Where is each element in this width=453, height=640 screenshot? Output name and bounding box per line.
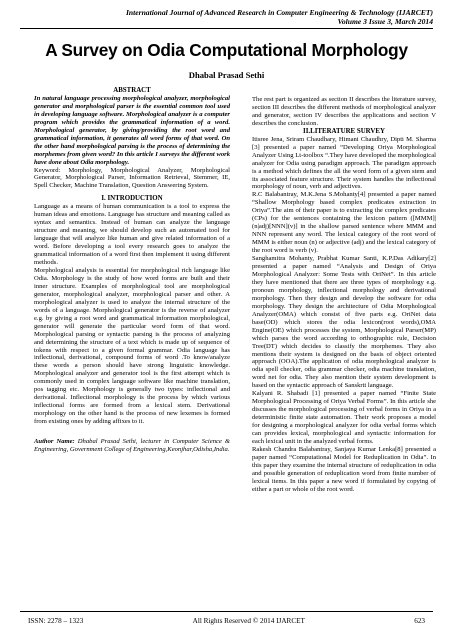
paper-title: A Survey on Odia Computational Morphology bbox=[45, 40, 408, 60]
keywords: Keyword: Morphology, Morphological Analyzer, Morphological Generator, Morphological Parser, Information Retrieval, Stemmer, IE, Spell Checker, Machine Translation, Question Answering System. bbox=[34, 166, 230, 190]
introduction-paragraph-2: Morphological analysis is essential for morphological rich language like Odia. Morphology is the study of how word forms are built and their inner structure. Examples of morphological tool are morphological generator, morphological analyzer, morphological parser and other. A morphological analyzer is used to analyze the internal structure of the words of a language. Morphological generator is the reverse of analyzer e.g. by giving a root word and grammatical information morphological, generator will generate the particular word form of that word. Morphological parsing or syntactic parsing is the process of analyzing and determining the structure of a text which is made up of sequence of tokens with respect to a given formal grammar. Odia language has inflectional, derivational, compound forms of word .To know/analyze these words a person should have strong linguistic knowledge. Morphological analyzer and generator tool is the first attempt which is commonly used in complex language software like machine translation, pos tagging etc. Morphology is generally two types: inflectional and derivational. Inflectional morphology is the process by which various inflectional forms are formed from a lexical stem. Derivational morphology on the other hand is the process of new lexemes is formed from existing ones by adding affixes to it. bbox=[34, 266, 230, 426]
journal-header bbox=[20, 8, 433, 26]
survey-paragraph-1: Itisree Jena, Sriram Chaudhary, Himani Chaudhry, Dipti M. Sharma [3] presented a paper named “Developing Oriya Morphological Analyzer Using Lt-toolbox “.They have developed the morphological analyzer for Odia using paradigm approach. The paradigm approach is a method which defines the all the word form of a given stem and its associated feature structure. Their system handles the inflectional morphology of noun, verb and adjectives. bbox=[252, 135, 436, 191]
literature-survey-heading: II.LITERATURE SURVEY bbox=[303, 127, 385, 135]
author-note-text: Dhabal Prasad Sethi, lecturer in Computer Science & Engineering, Government College of Engineering,Keonjhar,Odisha,India. bbox=[34, 438, 230, 453]
abstract-body: In natural language processing morphological analyzer, morphological generator and morphological parser is the essential common tool used in developing language software. Morphological analyzer is a computer program which provides the grammatical information of a word. Morphological generator, by giving/providing the root word and grammatical information, it generates all word forms of that word. On the other hand morphological parsing is the process of determining the morphemes from given word? In this article I surveys the different work have done about Odia morphology. bbox=[34, 94, 230, 166]
abstract-heading: ABSTRACT bbox=[113, 87, 151, 94]
survey-paragraph-5: Rakesh Chandra Balabantray, Sanjaya Kumar Lenka[8] presented a paper named “Computational Model for Reduplication in Odia”. In this paper they examine the internal structure of reduplication in odia and possible generation of reduplication word from finite number of lexical items. In this paper a new word if formulated by copying of either a part or whole of the root word. bbox=[252, 445, 436, 493]
footer-rights: All Rights Reserved © 2014 IJARCET bbox=[192, 617, 305, 625]
author-note-label: Author Name: bbox=[34, 438, 75, 446]
footer-rule bbox=[20, 611, 433, 612]
header-rule bbox=[20, 28, 433, 29]
organization-paragraph: The rest part is organized as section II describes the literature survey, section III describes the different methods of morphological analyzer and generator, section IV describes the applications and section V describes the conclusion. bbox=[252, 96, 436, 127]
journal-name: International Journal of Advanced Research in Computer Engineering & Technology (IJARCET) bbox=[125, 8, 433, 17]
page-footer bbox=[28, 617, 425, 625]
right-column bbox=[252, 96, 436, 494]
footer-page-number: 623 bbox=[414, 617, 425, 625]
journal-volume: Volume 3 Issue 3, March 2014 bbox=[337, 17, 433, 26]
left-column bbox=[34, 87, 230, 454]
survey-paragraph-3: Sanghamitra Mohanty, Prabhat Kumar Santi, K.P.Das Adikary[2] presented a paper named “Analysis and Design of Oriya Morphological Analyzer: Some Tests with OriNet”. In this article they have mentioned that there are three types of morphology e.g. pronoun morphology, inflectional morphology and derivational morphology. Then they design and develop the software for odia morphology. They design the architecture of Odia Morphological Analyzer(OMA) which consist of five parts e.g. OriNet data base(OD) which stores the odia lexicon(root words),OMA Engine(OE) which processes the system, Morphological Parser(MP) which parses the word according to orthographic rule, Decision Tree(DT) which decides to classify the morphemes. They also mentions their system is designed on the basis of object oriented approach (OOA).The application of odia morphological analyzer is odia spell checker, odia grammar checker, odia machine translation, word net for odia. They also mention their system development is based on the syntactic approach of Sanskrit language. bbox=[252, 255, 436, 390]
author-name: Dhabal Prasad Sethi bbox=[188, 70, 265, 80]
author-note bbox=[34, 438, 230, 454]
survey-paragraph-2: R.C Balabantray, M.K.Jena S.Mohanty[4] presented a paper named “Shallow Morphology based complex predicates extraction in Oriya”.The aim of their paper is to extracting the complex predicates (CPs) for the sentences containing the lexicon pattern ([MMM]|(n|adj)[NNN](v)] in the shallow parsed sentence where MMM and NNN represent any word. The lexical category of the root word of MMM is either noun (n) or adjective (adj) and the lexical category of the root word is verb (v). bbox=[252, 191, 436, 255]
survey-paragraph-4: Kalyani R. Shabadi [1] presented a paper named “Finite State Morphological Processing of Oriya Verbal Forms”. In this article she discusses the morphological processing of verbal forms in Oriya in a deterministic finite state automation. Their work proposes a model for designing a morphological analyzer for odia verbal forms which can provides lexical, morphological and syntactic information for each lexical unit in the analyzed verbal forms. bbox=[252, 390, 436, 445]
introduction-paragraph-1: Language as a means of human communication is a tool to express the human ideas and emotions. Language has structure and meaning called as syntax and semantics. Instead of human can analyze the language structure and meaning, we should develop such an automated tool for language that will analyze like human and give related information of a word. Before developing a tool every research goes to analyze the grammatical information of a word first then implement it using different methods. bbox=[34, 203, 230, 267]
introduction-heading: I. INTRODUCTION bbox=[101, 195, 163, 203]
footer-issn: ISSN: 2278 – 1323 bbox=[28, 617, 84, 625]
